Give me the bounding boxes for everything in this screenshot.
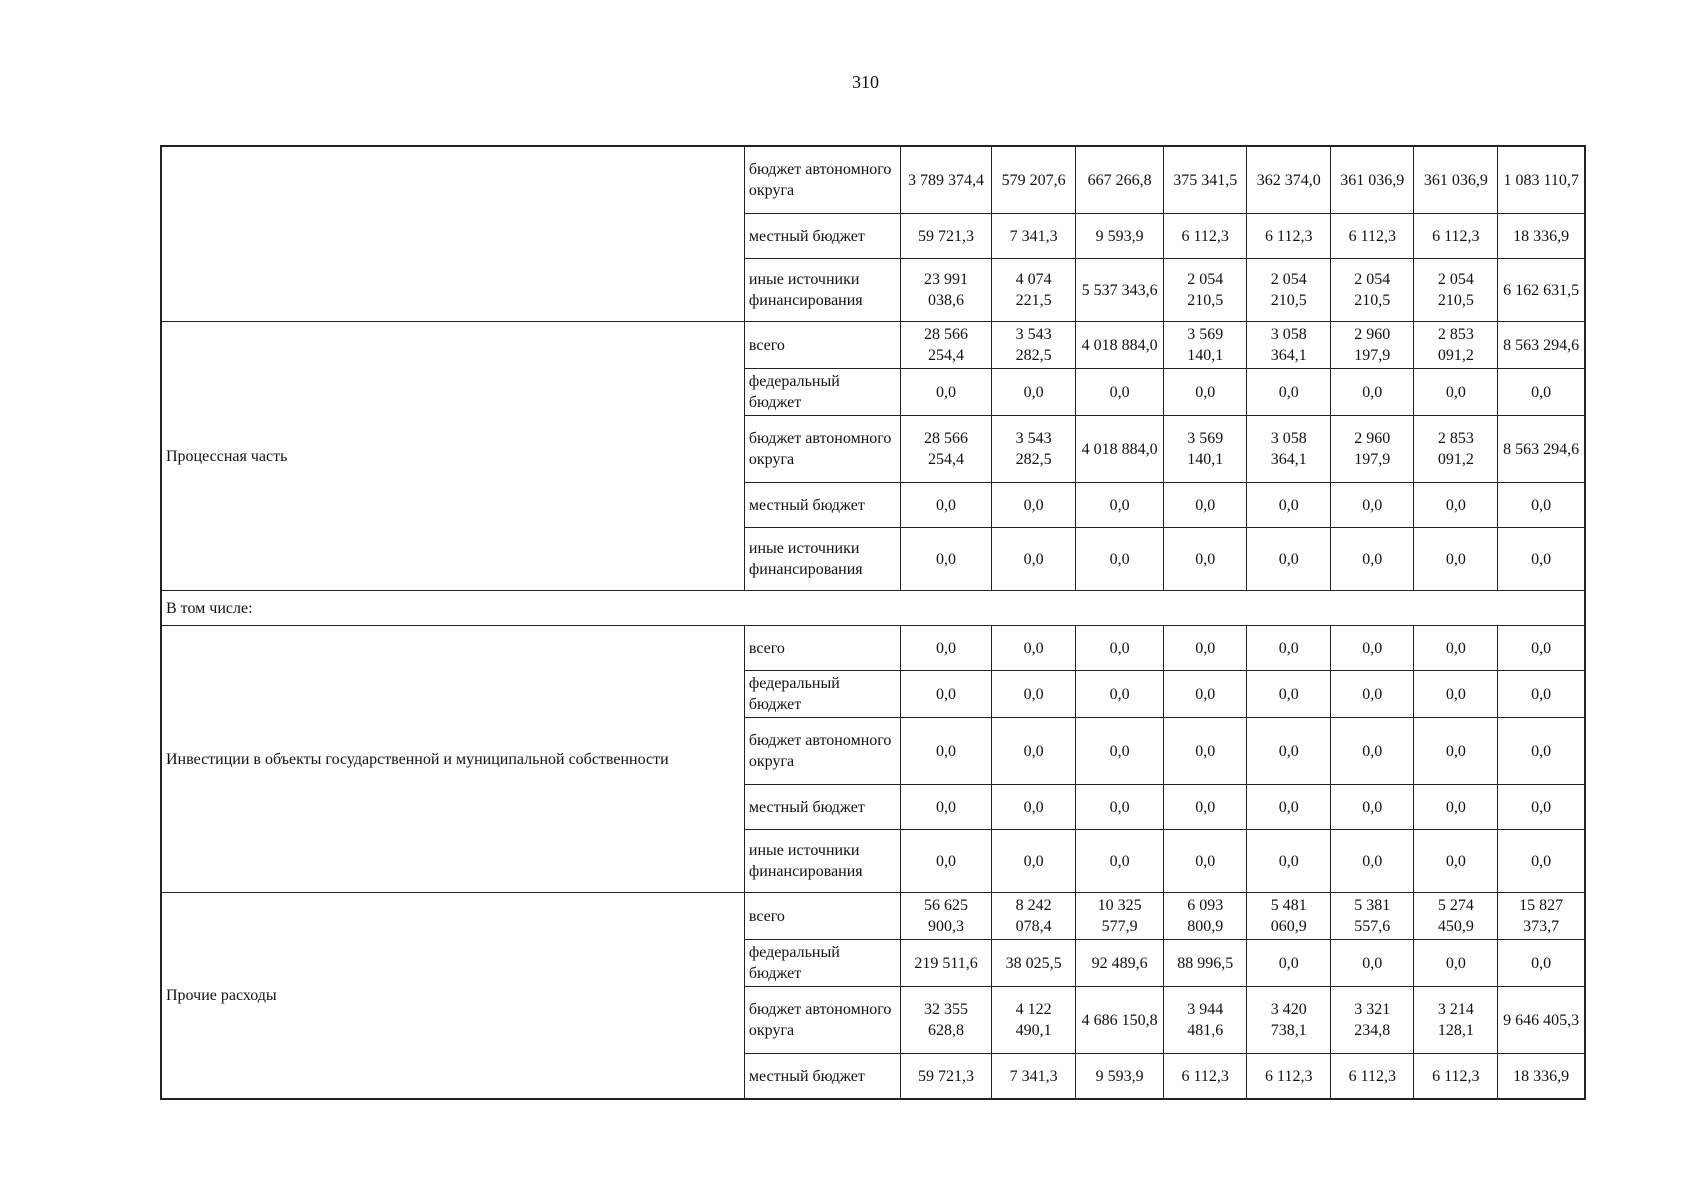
budget-table <box>160 145 1586 1100</box>
table-row <box>161 626 1585 671</box>
value-cell: 0,0 <box>1247 369 1331 416</box>
funding-source: федеральный бюджет <box>744 369 900 416</box>
value-cell: 59 721,3 <box>901 214 992 259</box>
funding-source: федеральный бюджет <box>744 671 900 718</box>
value-cell: 0,0 <box>1331 718 1414 785</box>
group-label: Прочие расходы <box>161 893 744 1100</box>
value-cell: 0,0 <box>1331 785 1414 830</box>
value-cell: 4 018 884,0 <box>1076 416 1164 483</box>
value-cell: 0,0 <box>1164 626 1247 671</box>
value-cell: 3 543 282,5 <box>992 322 1076 369</box>
table-row <box>161 322 1585 369</box>
funding-source: бюджет автономного округа <box>744 987 900 1054</box>
value-cell: 0,0 <box>1331 483 1414 528</box>
value-cell: 0,0 <box>901 528 992 591</box>
value-cell: 0,0 <box>1331 626 1414 671</box>
value-cell: 2 054 210,5 <box>1164 259 1247 322</box>
value-cell: 0,0 <box>1331 671 1414 718</box>
value-cell: 0,0 <box>992 718 1076 785</box>
value-cell: 0,0 <box>1164 718 1247 785</box>
value-cell: 0,0 <box>1076 483 1164 528</box>
page-number: 310 <box>852 72 879 92</box>
value-cell: 0,0 <box>992 671 1076 718</box>
table-row <box>161 893 1585 940</box>
value-cell: 6 112,3 <box>1414 1054 1498 1100</box>
value-cell: 362 374,0 <box>1247 146 1331 214</box>
value-cell: 5 274 450,9 <box>1414 893 1498 940</box>
value-cell: 0,0 <box>901 483 992 528</box>
value-cell: 18 336,9 <box>1498 214 1585 259</box>
value-cell: 0,0 <box>901 830 992 893</box>
table-row <box>161 146 1585 214</box>
value-cell: 0,0 <box>1498 369 1585 416</box>
value-cell: 0,0 <box>1247 483 1331 528</box>
value-cell: 6 112,3 <box>1247 214 1331 259</box>
value-cell: 10 325 577,9 <box>1076 893 1164 940</box>
funding-source: местный бюджет <box>744 214 900 259</box>
section-note-row <box>161 591 1585 626</box>
value-cell: 0,0 <box>1164 528 1247 591</box>
value-cell: 7 341,3 <box>992 214 1076 259</box>
value-cell: 361 036,9 <box>1414 146 1498 214</box>
value-cell: 361 036,9 <box>1331 146 1414 214</box>
funding-source: иные источники финансирования <box>744 259 900 322</box>
value-cell: 0,0 <box>1414 626 1498 671</box>
value-cell: 0,0 <box>1414 369 1498 416</box>
value-cell: 5 537 343,6 <box>1076 259 1164 322</box>
funding-source: местный бюджет <box>744 1054 900 1100</box>
value-cell: 0,0 <box>1247 718 1331 785</box>
value-cell: 0,0 <box>1247 785 1331 830</box>
value-cell: 0,0 <box>1498 718 1585 785</box>
value-cell: 18 336,9 <box>1498 1054 1585 1100</box>
value-cell: 4 074 221,5 <box>992 259 1076 322</box>
value-cell: 5 481 060,9 <box>1247 893 1331 940</box>
value-cell: 2 054 210,5 <box>1331 259 1414 322</box>
value-cell: 0,0 <box>992 785 1076 830</box>
value-cell: 0,0 <box>1164 369 1247 416</box>
value-cell: 6 112,3 <box>1164 214 1247 259</box>
value-cell: 0,0 <box>992 528 1076 591</box>
value-cell: 0,0 <box>1414 830 1498 893</box>
value-cell: 0,0 <box>1414 483 1498 528</box>
value-cell: 28 566 254,4 <box>901 416 992 483</box>
value-cell: 8 563 294,6 <box>1498 416 1585 483</box>
value-cell: 8 242 078,4 <box>992 893 1076 940</box>
value-cell: 2 054 210,5 <box>1247 259 1331 322</box>
funding-source: местный бюджет <box>744 785 900 830</box>
value-cell: 2 054 210,5 <box>1414 259 1498 322</box>
value-cell: 0,0 <box>1164 671 1247 718</box>
value-cell: 3 569 140,1 <box>1164 322 1247 369</box>
value-cell: 5 381 557,6 <box>1331 893 1414 940</box>
funding-source: бюджет автономного округа <box>744 146 900 214</box>
value-cell: 0,0 <box>992 483 1076 528</box>
value-cell: 0,0 <box>1076 830 1164 893</box>
value-cell: 0,0 <box>1331 830 1414 893</box>
value-cell: 0,0 <box>901 718 992 785</box>
value-cell: 0,0 <box>1331 940 1414 987</box>
value-cell: 0,0 <box>1164 785 1247 830</box>
value-cell: 0,0 <box>1414 718 1498 785</box>
value-cell: 3 058 364,1 <box>1247 322 1331 369</box>
value-cell: 0,0 <box>1164 830 1247 893</box>
value-cell: 3 321 234,8 <box>1331 987 1414 1054</box>
value-cell: 219 511,6 <box>901 940 992 987</box>
value-cell: 0,0 <box>1331 528 1414 591</box>
value-cell: 0,0 <box>1247 940 1331 987</box>
value-cell: 15 827 373,7 <box>1498 893 1585 940</box>
value-cell: 0,0 <box>1076 718 1164 785</box>
value-cell: 0,0 <box>901 626 992 671</box>
value-cell: 3 789 374,4 <box>901 146 992 214</box>
value-cell: 0,0 <box>1414 940 1498 987</box>
value-cell: 2 853 091,2 <box>1414 322 1498 369</box>
value-cell: 667 266,8 <box>1076 146 1164 214</box>
value-cell: 9 646 405,3 <box>1498 987 1585 1054</box>
value-cell: 0,0 <box>1247 528 1331 591</box>
value-cell: 1 083 110,7 <box>1498 146 1585 214</box>
value-cell: 7 341,3 <box>992 1054 1076 1100</box>
value-cell: 92 489,6 <box>1076 940 1164 987</box>
value-cell: 2 960 197,9 <box>1331 416 1414 483</box>
value-cell: 2 853 091,2 <box>1414 416 1498 483</box>
value-cell: 0,0 <box>1247 626 1331 671</box>
value-cell: 56 625 900,3 <box>901 893 992 940</box>
value-cell: 88 996,5 <box>1164 940 1247 987</box>
funding-source: иные источники финансирования <box>744 830 900 893</box>
funding-source: всего <box>744 626 900 671</box>
value-cell: 0,0 <box>1076 369 1164 416</box>
value-cell: 4 122 490,1 <box>992 987 1076 1054</box>
value-cell: 0,0 <box>1498 483 1585 528</box>
value-cell: 0,0 <box>901 369 992 416</box>
value-cell: 3 214 128,1 <box>1414 987 1498 1054</box>
funding-source: всего <box>744 322 900 369</box>
funding-source: бюджет автономного округа <box>744 718 900 785</box>
value-cell: 6 112,3 <box>1414 214 1498 259</box>
value-cell: 0,0 <box>1247 830 1331 893</box>
value-cell: 0,0 <box>1498 940 1585 987</box>
value-cell: 0,0 <box>992 626 1076 671</box>
value-cell: 0,0 <box>901 671 992 718</box>
value-cell: 0,0 <box>901 785 992 830</box>
value-cell: 0,0 <box>992 369 1076 416</box>
group-label <box>161 146 744 322</box>
value-cell: 0,0 <box>1076 626 1164 671</box>
value-cell: 579 207,6 <box>992 146 1076 214</box>
value-cell: 0,0 <box>992 830 1076 893</box>
value-cell: 0,0 <box>1076 785 1164 830</box>
value-cell: 0,0 <box>1498 671 1585 718</box>
funding-source: федеральный бюджет <box>744 940 900 987</box>
value-cell: 4 686 150,8 <box>1076 987 1164 1054</box>
value-cell: 3 543 282,5 <box>992 416 1076 483</box>
value-cell: 32 355 628,8 <box>901 987 992 1054</box>
value-cell: 9 593,9 <box>1076 214 1164 259</box>
value-cell: 0,0 <box>1247 671 1331 718</box>
value-cell: 6 112,3 <box>1247 1054 1331 1100</box>
value-cell: 3 944 481,6 <box>1164 987 1247 1054</box>
funding-source: всего <box>744 893 900 940</box>
funding-source: бюджет автономного округа <box>744 416 900 483</box>
value-cell: 0,0 <box>1498 528 1585 591</box>
value-cell: 0,0 <box>1164 483 1247 528</box>
value-cell: 4 018 884,0 <box>1076 322 1164 369</box>
value-cell: 6 093 800,9 <box>1164 893 1247 940</box>
value-cell: 0,0 <box>1076 671 1164 718</box>
funding-source: местный бюджет <box>744 483 900 528</box>
value-cell: 0,0 <box>1498 830 1585 893</box>
value-cell: 0,0 <box>1498 626 1585 671</box>
value-cell: 9 593,9 <box>1076 1054 1164 1100</box>
group-label: Инвестиции в объекты государственной и муниципальной собственности <box>161 626 744 893</box>
value-cell: 0,0 <box>1331 369 1414 416</box>
value-cell: 6 112,3 <box>1331 214 1414 259</box>
value-cell: 6 112,3 <box>1331 1054 1414 1100</box>
funding-source: иные источники финансирования <box>744 528 900 591</box>
value-cell: 6 112,3 <box>1164 1054 1247 1100</box>
value-cell: 0,0 <box>1414 671 1498 718</box>
value-cell: 2 960 197,9 <box>1331 322 1414 369</box>
value-cell: 375 341,5 <box>1164 146 1247 214</box>
value-cell: 8 563 294,6 <box>1498 322 1585 369</box>
value-cell: 0,0 <box>1414 785 1498 830</box>
value-cell: 3 420 738,1 <box>1247 987 1331 1054</box>
value-cell: 3 058 364,1 <box>1247 416 1331 483</box>
value-cell: 0,0 <box>1498 785 1585 830</box>
value-cell: 59 721,3 <box>901 1054 992 1100</box>
value-cell: 0,0 <box>1414 528 1498 591</box>
group-label: Процессная часть <box>161 322 744 591</box>
value-cell: 38 025,5 <box>992 940 1076 987</box>
value-cell: 23 991 038,6 <box>901 259 992 322</box>
value-cell: 6 162 631,5 <box>1498 259 1585 322</box>
value-cell: 3 569 140,1 <box>1164 416 1247 483</box>
value-cell: 28 566 254,4 <box>901 322 992 369</box>
value-cell: 0,0 <box>1076 528 1164 591</box>
section-note: В том числе: <box>161 591 1585 626</box>
